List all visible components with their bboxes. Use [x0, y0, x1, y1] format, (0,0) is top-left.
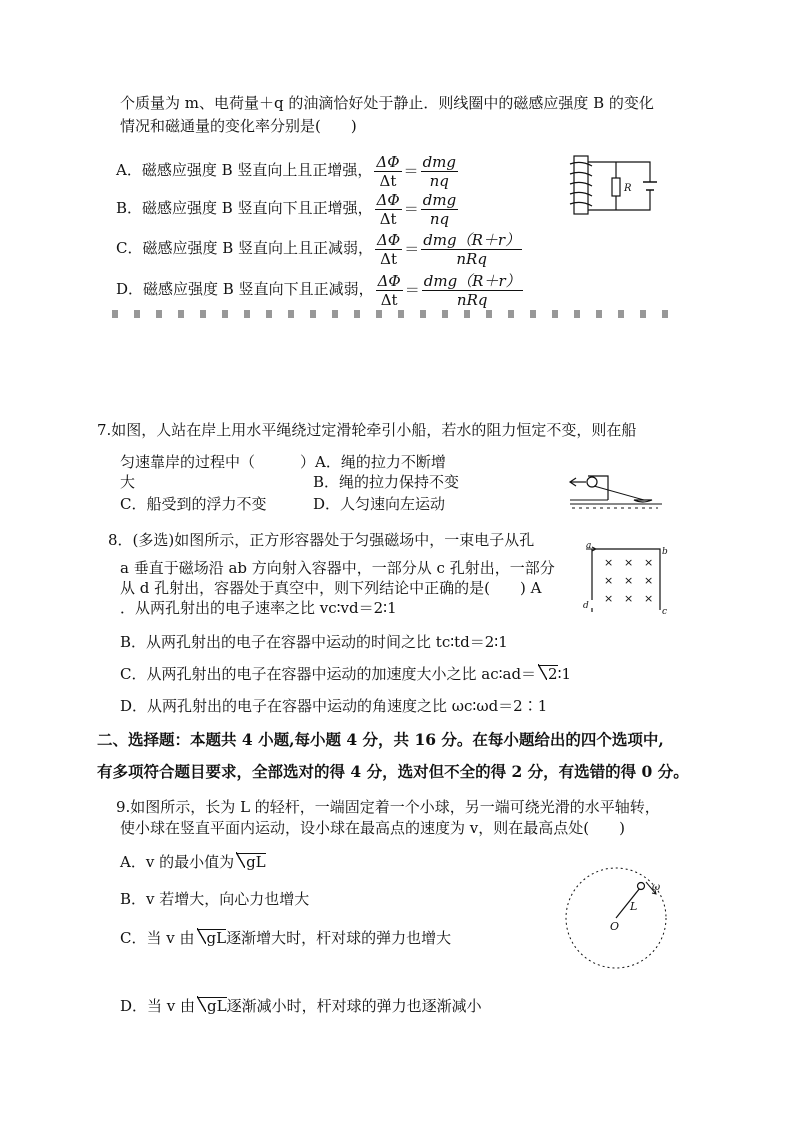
- q6-option-c: C．磁感应强度 B 竖直向上且正减弱， $\frac{\Delta\Phi}{\Delta t}$ ＝ $\frac{\text{dmg（R＋r）}}{\text{nRq}}$: [116, 230, 521, 268]
- q8-figure-label-a: a: [586, 542, 592, 551]
- svg-text:×: ×: [624, 592, 634, 605]
- svg-text:×: ×: [604, 556, 614, 569]
- q7-option-d: D．人匀速向左运动: [313, 495, 446, 513]
- svg-text:×: ×: [604, 592, 614, 605]
- intro-line-1: 个质量为 m、电荷量＋q 的油滴恰好处于静止．则线圈中的磁感应强度 B 的变化: [120, 94, 654, 112]
- q7-stem: 7.如图，人站在岸上用水平绳绕过定滑轮牵引小船，若水的阻力恒定不变，则在船: [97, 421, 637, 439]
- q9-sqrt-a: gL: [236, 853, 266, 870]
- q8-magnetic-container-figure: [582, 542, 672, 616]
- svg-text:×: ×: [644, 574, 654, 587]
- q8-option-d: D．从两孔射出的电子在容器中运动的角速度之比 ωc∶ωd＝2∶1: [120, 697, 548, 715]
- svg-text:×: ×: [644, 592, 654, 605]
- intro-line-2: 情况和磁通量的变化率分别是( ): [120, 117, 357, 135]
- q9-line-2: 使小球在竖直平面内运动，设小球在最高点的速度为 v，则在最高点处( ): [120, 819, 625, 837]
- section-2-heading-line-2: 有多项符合题目要求，全部选对的得 4 分，选对但不全的得 2 分，有选错的得 0 分。: [97, 762, 689, 781]
- q8-line-3: 从 d 孔射出，容器处于真空中，则下列结论中正确的是( ) A: [120, 579, 542, 597]
- q8-option-c: C．从两孔射出的电子在容器中运动的加速度大小之比 ac∶ad＝ 2∶1: [120, 665, 572, 683]
- q8-figure-label-d: d: [583, 601, 589, 611]
- q6-figure-label-r: R: [624, 183, 632, 194]
- q9-sqrt-c: gL: [197, 929, 227, 946]
- q9-sqrt-d: gL: [197, 997, 227, 1014]
- q6-option-a: A．磁感应强度 B 竖直向上且正增强， $\frac{\Delta\Phi}{\Delta t}$ ＝ $\frac{\text{dmg}}{nq}$: [116, 152, 456, 190]
- q7-line-3a: 大: [120, 473, 136, 491]
- q9-circular-rod-figure: [560, 860, 670, 980]
- cutoff-text-artifact: [112, 310, 672, 318]
- q9-option-c: C．当 v 由 gL逐渐增大时，杆对球的弹力也增大: [120, 929, 452, 947]
- q9-figure-label-o: O: [610, 920, 620, 933]
- q7-line-2: 匀速靠岸的过程中（ ）A．绳的拉力不断增: [120, 453, 446, 471]
- q8-option-a: ．从两孔射出的电子速率之比 vc∶vd＝2∶1: [120, 599, 397, 617]
- q8-line-2: a 垂直于磁场沿 ab 方向射入容器中，一部分从 c 孔射出，一部分: [120, 559, 555, 577]
- q9-option-d: D．当 v 由 gL逐渐减小时，杆对球的弹力也逐渐减小: [120, 997, 482, 1015]
- q6-option-d: D．磁感应强度 B 竖直向下且正减弱， $\frac{\Delta\Phi}{\Delta t}$ ＝ $\frac{\text{dmg（R＋r）}}{\text{nRq}}$: [116, 271, 521, 309]
- q8-figure-label-c: c: [662, 607, 668, 616]
- svg-text:×: ×: [624, 574, 634, 587]
- svg-text:×: ×: [604, 574, 614, 587]
- q7-boat-pulley-figure: [568, 466, 664, 516]
- q9-option-a: A．v 的最小值为 gL: [120, 853, 266, 871]
- q7-option-b: B．绳的拉力保持不变: [313, 473, 460, 491]
- q6-coil-circuit-figure: [566, 150, 662, 220]
- q7-option-c: C．船受到的浮力不变: [120, 495, 267, 513]
- q9-stem: 9.如图所示，长为 L 的轻杆，一端固定着一个小球，另一端可绕光滑的水平轴转，: [116, 798, 660, 816]
- q8-sqrt: 2: [538, 665, 558, 682]
- q9-figure-label-l: L: [630, 900, 638, 913]
- svg-text:×: ×: [644, 556, 654, 569]
- q8-option-b: B．从两孔射出的电子在容器中运动的时间之比 tc∶td＝2∶1: [120, 633, 508, 651]
- section-2-heading-line-1: 二、选择题：本题共 4 小题,每小题 4 分，共 16 分。在每小题给出的四个选项中,: [97, 730, 664, 749]
- q6-option-b: B．磁感应强度 B 竖直向下且正增强， $\frac{\Delta\Phi}{\Delta t}$ ＝ $\frac{\text{dmg}}{nq}$: [116, 190, 457, 228]
- q8-stem: 8．(多选)如图所示，正方形容器处于匀强磁场中，一束电子从孔: [108, 531, 535, 549]
- q8-figure-label-b: b: [662, 547, 668, 557]
- svg-text:×: ×: [624, 556, 634, 569]
- q9-option-b: B．v 若增大，向心力也增大: [120, 890, 310, 908]
- q9-figure-label-omega: ω: [652, 882, 661, 893]
